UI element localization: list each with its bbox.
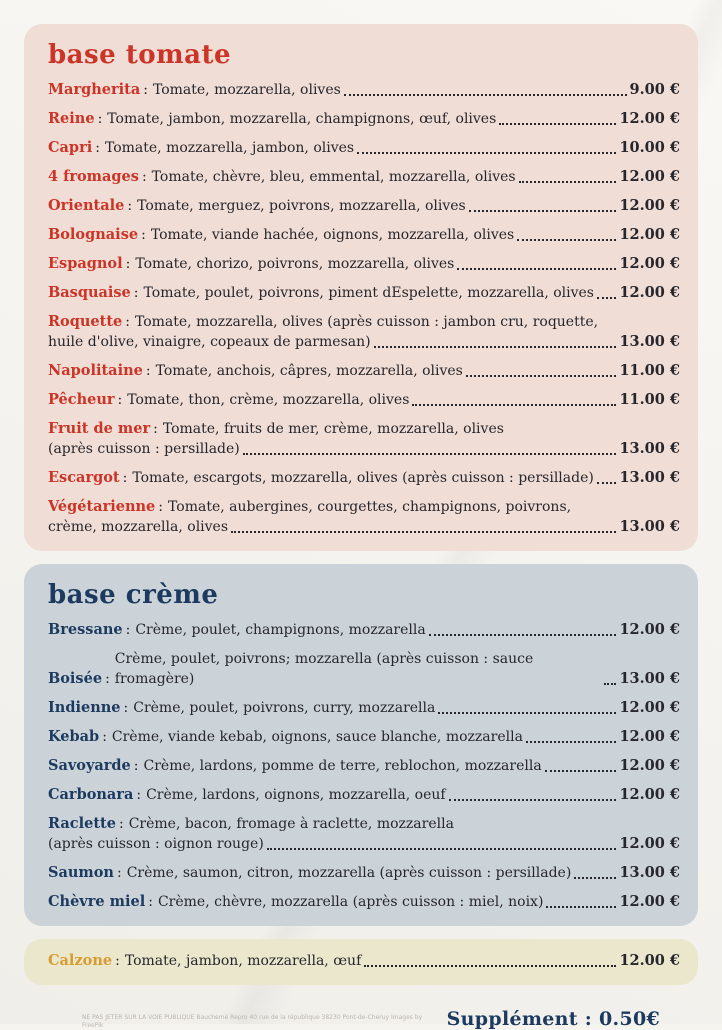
item-separator: : (95, 140, 100, 156)
item-separator: : (136, 787, 142, 803)
item-description: Tomate, viande hachée, oignons, mozzarella, olives (150, 227, 515, 243)
item-description: Tomate, fruits de mer, crème, mozzarella, olives (162, 421, 504, 437)
item-name: Savoyarde (48, 757, 131, 774)
item-description: Tomate, jambon, mozzarella, œuf (124, 953, 362, 969)
item-description: Tomate, chorizo, poivrons, mozzarella, olives (135, 256, 455, 272)
menu-item (48, 727, 680, 747)
item-price: 10.00 € (619, 139, 680, 156)
menu-item (48, 698, 680, 718)
menu-item (48, 196, 680, 216)
item-name: Roquette (48, 313, 123, 330)
item-description: Crème, lardons, oignons, mozzarella, oeuf (146, 787, 446, 803)
item-price: 13.00 € (619, 670, 680, 687)
supplement-note: Supplément : 0.50€ (446, 1008, 660, 1030)
menu-item-line (48, 517, 680, 537)
item-separator: : (133, 758, 139, 774)
item-separator: : (125, 256, 131, 272)
item-description: Tomate, merguez, poivrons, mozzarella, olives (137, 198, 466, 214)
item-name: Boisée (48, 670, 103, 687)
dotted-leader (267, 848, 617, 850)
menu-item-line (48, 419, 680, 439)
item-price: 13.00 € (619, 469, 680, 486)
item-separator: : (141, 227, 146, 243)
calzone-items (48, 951, 680, 971)
menu-item-line (48, 497, 680, 517)
menu-item (48, 620, 680, 640)
menu-item (48, 283, 680, 303)
menu-item-line (48, 80, 680, 100)
menu-item (48, 951, 680, 971)
item-separator: : (116, 865, 122, 881)
item-separator: : (153, 421, 158, 437)
item-description: Tomate, escargots, mozzarella, olives (après cuisson : persillade) (132, 470, 594, 486)
base-tomate-items (48, 80, 680, 537)
item-price: 12.00 € (619, 110, 680, 127)
item-price: 9.00 € (629, 81, 680, 98)
item-description: Tomate, thon, crème, mozzarella, olives (127, 392, 410, 408)
dotted-leader (546, 906, 616, 908)
dotted-leader (374, 346, 617, 348)
item-name: Végétarienne (48, 498, 156, 515)
menu-item-line (48, 196, 680, 216)
item-description: Tomate, jambon, mozzarella, champignons, œuf, olives (107, 111, 497, 127)
item-price: 12.00 € (619, 757, 680, 774)
item-name: Carbonara (48, 786, 134, 803)
menu-item-line (48, 468, 680, 488)
menu-footer (24, 998, 698, 1030)
item-name: Bressane (48, 621, 123, 638)
menu-item-line (48, 785, 680, 805)
item-name: Raclette (48, 815, 116, 832)
item-price: 12.00 € (619, 699, 680, 716)
item-name: Calzone (48, 952, 113, 969)
menu-item-line (48, 138, 680, 158)
dotted-leader (526, 741, 617, 743)
menu-item-line (48, 167, 680, 187)
item-separator: : (122, 470, 128, 486)
menu-item (48, 167, 680, 187)
dotted-leader (364, 965, 616, 967)
item-price: 11.00 € (619, 391, 680, 408)
dotted-leader (231, 531, 616, 533)
menu-item (48, 138, 680, 158)
item-price: 12.00 € (619, 255, 680, 272)
dotted-leader (344, 94, 627, 96)
item-separator: : (148, 894, 153, 910)
dotted-leader (469, 210, 617, 212)
item-price: 12.00 € (619, 226, 680, 243)
dotted-leader (597, 297, 616, 299)
menu-item (48, 80, 680, 100)
item-description: Crème, chèvre, mozzarella (après cuisson : miel, noix) (157, 894, 544, 910)
item-name: Espagnol (48, 255, 123, 272)
menu-item-line (48, 951, 680, 971)
menu-item-line (48, 620, 680, 640)
item-name: 4 fromages (48, 168, 139, 185)
dotted-leader (519, 181, 617, 183)
menu-item (48, 756, 680, 776)
menu-item-line (48, 390, 680, 410)
item-description: Crème, poulet, poivrons; mozzarella (après cuisson : sauce fromagère) (114, 651, 534, 687)
item-description: Tomate, poulet, poivrons, piment dEspelette, mozzarella, olives (143, 285, 594, 301)
item-price: 12.00 € (619, 284, 680, 301)
menu-item-line (48, 283, 680, 303)
item-separator: : (158, 499, 164, 515)
section-title-base-creme: base crème (48, 580, 219, 610)
item-name: Reine (48, 110, 95, 127)
menu-item (48, 109, 680, 129)
menu-item (48, 814, 680, 854)
dotted-leader (438, 712, 616, 714)
item-separator: : (102, 729, 107, 745)
item-name: Basquaise (48, 284, 131, 301)
menu-item (48, 649, 680, 689)
item-name: Fruit de mer (48, 420, 151, 437)
menu-item-line (48, 225, 680, 245)
item-description: Crème, viande kebab, oignons, sauce blanche, mozzarella (111, 729, 523, 745)
item-separator: : (125, 622, 131, 638)
item-price: 12.00 € (619, 197, 680, 214)
item-description: Tomate, anchois, câpres, mozzarella, olives (155, 363, 463, 379)
menu-item-line (48, 727, 680, 747)
item-description: Tomate, mozzarella, olives (152, 82, 341, 98)
item-separator: : (117, 392, 123, 408)
dotted-leader (574, 877, 616, 879)
item-description: Crème, saumon, citron, mozzarella (après cuisson : persillade) (126, 865, 572, 881)
item-name: Margherita (48, 81, 141, 98)
item-name: Pêcheur (48, 391, 115, 408)
menu-item (48, 225, 680, 245)
item-separator: : (141, 169, 147, 185)
menu-item (48, 390, 680, 410)
menu-item-line (48, 361, 680, 381)
item-price: 12.00 € (619, 728, 680, 745)
item-price: 12.00 € (619, 835, 680, 852)
item-separator: : (97, 111, 103, 127)
item-description-continued: huile d'olive, vinaigre, copeaux de parmesan) (48, 334, 371, 350)
dotted-leader (457, 268, 616, 270)
menu-item (48, 863, 680, 883)
menu-item (48, 497, 680, 537)
item-name: Capri (48, 139, 93, 156)
section-calzone (24, 939, 698, 985)
item-description: Crème, poulet, champignons, mozzarella (135, 622, 426, 638)
dotted-leader (517, 239, 616, 241)
menu-item-line (48, 698, 680, 718)
item-separator: : (125, 314, 130, 330)
item-name: Orientale (48, 197, 125, 214)
menu-item (48, 254, 680, 274)
item-description: Tomate, mozzarella, olives (après cuisson : jambon cru, roquette, (134, 314, 599, 330)
menu-item (48, 468, 680, 488)
item-description: Tomate, aubergines, courgettes, champignons, poivrons, (168, 499, 572, 515)
item-price: 11.00 € (619, 362, 680, 379)
item-description: Crème, bacon, fromage à raclette, mozzarella (128, 816, 454, 832)
item-name: Escargot (48, 469, 120, 486)
item-price: 12.00 € (619, 786, 680, 803)
section-base-tomate (24, 24, 698, 551)
menu-item-line (48, 649, 680, 689)
item-name: Kebab (48, 728, 100, 745)
menu-item (48, 361, 680, 381)
item-separator: : (105, 671, 110, 687)
menu-item (48, 785, 680, 805)
dotted-leader (243, 453, 617, 455)
dotted-leader (429, 634, 617, 636)
dotted-leader (357, 152, 616, 154)
item-separator: : (133, 285, 139, 301)
menu-item-line (48, 439, 680, 459)
item-name: Indienne (48, 699, 121, 716)
item-price: 13.00 € (619, 333, 680, 350)
item-description-continued: crème, mozzarella, olives (48, 519, 229, 535)
item-description: Tomate, mozzarella, jambon, olives (104, 140, 355, 156)
menu-item (48, 892, 680, 912)
item-price: 12.00 € (619, 168, 680, 185)
item-name: Napolitaine (48, 362, 143, 379)
item-price: 13.00 € (619, 864, 680, 881)
item-price: 12.00 € (619, 621, 680, 638)
item-separator: : (118, 816, 124, 832)
menu-item-line (48, 756, 680, 776)
item-separator: : (143, 82, 148, 98)
dotted-leader (449, 799, 617, 801)
item-price: 12.00 € (619, 893, 680, 910)
item-name: Chèvre miel (48, 893, 146, 910)
menu-item-line (48, 312, 680, 332)
base-creme-items (48, 620, 680, 912)
item-description: Crème, poulet, poivrons, curry, mozzarella (133, 700, 436, 716)
item-description-continued: (après cuisson : oignon rouge) (48, 836, 264, 852)
dotted-leader (412, 404, 616, 406)
menu-item-line (48, 332, 680, 352)
item-description-continued: (après cuisson : persillade) (48, 441, 240, 457)
menu-item-line (48, 814, 680, 834)
menu-item-line (48, 863, 680, 883)
item-description: Tomate, chèvre, bleu, emmental, mozzarella, olives (151, 169, 516, 185)
item-separator: : (123, 700, 129, 716)
dotted-leader (597, 482, 617, 484)
item-price: 13.00 € (619, 518, 680, 535)
menu-item-line (48, 892, 680, 912)
section-title-base-tomate: base tomate (48, 40, 232, 70)
menu-item-line (48, 254, 680, 274)
dotted-leader (466, 375, 617, 377)
item-separator: : (115, 953, 120, 969)
item-separator: : (145, 363, 151, 379)
menu-item-line (48, 834, 680, 854)
item-price: 12.00 € (619, 952, 680, 969)
item-separator: : (127, 198, 133, 214)
dotted-leader (604, 683, 616, 685)
item-description: Crème, lardons, pomme de terre, reblochon, mozzarella (143, 758, 542, 774)
item-price: 13.00 € (619, 440, 680, 457)
dotted-leader (499, 123, 616, 125)
dotted-leader (545, 770, 617, 772)
fine-print: NE PAS JETER SUR LA VOIE PUBLIQUE Bauchemé Repro 40 rue de la république 38230 Pont-de-Cheruy Images by FreePik (82, 1014, 423, 1029)
menu-item (48, 312, 680, 352)
item-name: Bolognaise (48, 226, 139, 243)
section-base-creme (24, 564, 698, 926)
menu-item (48, 419, 680, 459)
menu-item-line (48, 109, 680, 129)
item-name: Saumon (48, 864, 114, 881)
